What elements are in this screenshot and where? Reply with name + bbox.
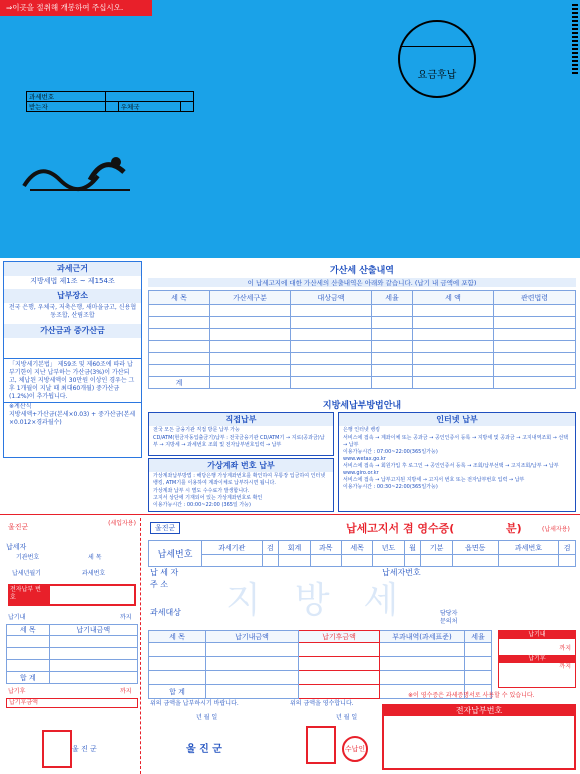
- row-header: 검: [262, 541, 279, 555]
- stub-brand: 울진군: [8, 523, 29, 531]
- barcode: [572, 4, 578, 74]
- row-header: 납세번호: [149, 541, 202, 567]
- internet-item: 은행 인터넷 뱅킹: [343, 427, 380, 433]
- receipt-stamp: 수납인: [342, 736, 368, 762]
- row-header: 회계: [279, 541, 310, 555]
- virtual-pay-box: [148, 458, 334, 512]
- basis-title: 과세근거: [4, 262, 141, 276]
- internet-item: 서비스에 접속 → 납부고지된 지방세 → 고지서 번호 또는 전자납부번호 입력 → 납부: [343, 477, 525, 483]
- penalty-panel: [3, 358, 142, 458]
- address-label: 과세번호: [27, 92, 106, 102]
- virtual-item: 이용가능시간 : 00:00~22:00 (365일 가능): [153, 502, 251, 508]
- place-title: 납부장소: [4, 289, 141, 303]
- officer-label: 담당자: [440, 610, 458, 617]
- internet-item: www.giro.or.kr: [343, 470, 379, 476]
- address-label: 받는자: [27, 102, 106, 112]
- watermark: 지방세: [226, 580, 433, 621]
- row-header: 과세번호: [498, 541, 559, 555]
- virtual-item: 고지서 상단에 기재되어 있는 가상계좌번호로 확인: [153, 495, 263, 501]
- stub-copy: (세입자용): [108, 520, 136, 527]
- penalty-text: 「지방세기본법」 제59조 및 제60조에 따라 납부기한이 지난 납부하는 가산금(3%)이 가산되고, 체납된 지방세액이 30만원 이상인 경우는 그 후 1개월이 지날 때 최대60개월) 중가산금(1.2%)이 추가됩니다.: [9, 361, 135, 400]
- contact-label: 문의처: [440, 618, 458, 625]
- direct-title: 직접납부: [149, 413, 333, 426]
- methods-title: 지방세납부방법안내: [322, 401, 402, 411]
- copy-label: (납세자용): [542, 526, 570, 533]
- amount-header: 납기후금액: [299, 631, 380, 643]
- amount-header: 납기내금액: [206, 631, 299, 643]
- stub-epay-label: 전자납부 번호: [8, 584, 48, 606]
- internet-item: 서비스에 접속 → 회원가입 후 로그인 → 공인인증서 등록 → 조회/납부선택 → 고지조회/납부 → 납부: [343, 463, 559, 469]
- payer-label: 납 세 자: [150, 568, 179, 577]
- payer-number-label: 납세자번호: [382, 568, 421, 577]
- envelope-cover: [0, 0, 580, 258]
- stub-seal: [42, 730, 72, 768]
- due-in-label: 납기내: [499, 631, 575, 639]
- row-header: 세목: [341, 541, 372, 555]
- stub-label: 세 목: [88, 554, 102, 561]
- virtual-item: 가상계좌 납부 시 별도 수수료가 발생합니다.: [153, 488, 250, 494]
- stub-label: 납기내: [8, 614, 26, 621]
- tax-target-label: 과세대상: [150, 608, 181, 617]
- row-header: 과목: [310, 541, 341, 555]
- amount-header: 세율: [465, 631, 492, 643]
- due-after-label: 납기후: [499, 655, 575, 663]
- postage-label: 요금후납: [417, 70, 457, 81]
- direct-pay-box: [148, 412, 334, 456]
- receipt-notice: ※이 영수증은 과세증명서로 사용할 수 있습니다.: [408, 692, 535, 699]
- due-box: [498, 630, 576, 688]
- receipt-title-tail: 분): [506, 522, 522, 535]
- address-table: [26, 91, 194, 112]
- stub-until: 까지: [120, 614, 132, 621]
- row-header: 읍면동: [452, 541, 498, 555]
- place-text: 전국 은행, 우체국, 저축은행, 새마을금고, 신용협동조합, 산림조합: [8, 304, 137, 319]
- stub-after-label: 납기후: [8, 688, 26, 695]
- amount-table: [148, 630, 492, 699]
- row-header: 기분: [421, 541, 452, 555]
- received-date: 년 월 일: [336, 714, 358, 721]
- calc-text: 지방세액+가산금(본세×0.03) + 중가산금(본세×0.012×경과월수): [9, 411, 136, 426]
- stub-label: 납세자: [6, 543, 27, 551]
- stub-issuer: 울 진 군: [72, 745, 97, 753]
- uljin-logo-icon: [20, 150, 140, 192]
- internet-item: www.wetax.go.kr: [343, 456, 386, 462]
- issuer-seal: [306, 726, 336, 764]
- calc-header: 세율: [372, 291, 413, 305]
- calc-label: ※계산식: [9, 403, 32, 410]
- virtual-title: 가상계좌 번호 납부: [149, 459, 333, 472]
- epay-label: 전자납부번호: [384, 706, 574, 716]
- calc-table: [148, 290, 576, 389]
- calc-header: 세 액: [413, 291, 494, 305]
- internet-pay-box: [338, 412, 576, 512]
- tear-notice: ⇒이곳을 절취해 개봉하여 주십시오.: [0, 0, 152, 16]
- internet-item: 이용가능시간 : 07:00~22:00(365일가능): [343, 449, 438, 455]
- receipt-stub: [2, 518, 141, 774]
- stub-after-until: 까지: [120, 688, 132, 695]
- receipt-title: 납세고지서 겸 영수증(: [346, 522, 455, 535]
- brand-badge: 울진군: [150, 522, 180, 534]
- calc-title: 가산세 산출내역: [330, 266, 394, 276]
- request-text: 위의 금액을 납부하시기 바랍니다.: [150, 700, 239, 707]
- due-in-until: 까지: [559, 645, 571, 652]
- calc-header: 대상금액: [291, 291, 372, 305]
- amount-header: 세 목: [149, 631, 206, 643]
- received-text: 위의 금액을 영수합니다.: [290, 700, 354, 707]
- direct-item: CD/ATM(현금자동입출금기)납부 : 전국금융기관 CD/ATM기 → 지로(공과금)납부 → 지방세 → 과세번호 조회 및 전자납부번호입력 → 납부: [153, 435, 325, 448]
- tear-line: [0, 514, 580, 515]
- calc-header: 가산세구분: [210, 291, 291, 305]
- calc-total-label: 계: [149, 377, 210, 389]
- epay-box: [382, 704, 576, 770]
- stub-epay-field: [48, 584, 136, 606]
- internet-item: 이용가능시간 : 00:30~22:00(365일가능): [343, 484, 438, 490]
- stub-label: 과세번호: [82, 570, 106, 577]
- due-after-until: 까지: [559, 663, 571, 670]
- virtual-item: 가상계좌납부방법 : 해당은행 가상계좌번호를 확인하여 무통장 입금하여 인터넷뱅킹, ATM기를 이용하여 계좌이체로 납부하시면 됩니다.: [153, 473, 326, 486]
- row-header: 검: [559, 541, 576, 555]
- stub-total-label: 합 계: [7, 672, 50, 684]
- row-header: 년도: [373, 541, 404, 555]
- internet-title: 인터넷 납부: [339, 413, 575, 426]
- row-header: 월: [404, 541, 421, 555]
- request-date: 년 월 일: [196, 714, 218, 721]
- row-header: 과세기관: [202, 541, 263, 555]
- address-label: 우체국: [118, 102, 180, 112]
- receipt-main: [146, 518, 578, 774]
- stub-label: 납세년월기: [12, 570, 41, 577]
- payer-number-table: [148, 540, 576, 567]
- basis-text: 지방세법 제1조 ~ 제154조: [30, 277, 115, 285]
- amount-total-label: 합 계: [149, 685, 206, 699]
- calc-subtitle: 이 납세고지에 대한 가산세의 산출내역은 아래와 같습니다. (납기 내 금액에 포함): [148, 278, 576, 287]
- stub-label: 세 목: [7, 625, 50, 636]
- amount-header: 부과내역(과세표준): [380, 631, 465, 643]
- issuer-name: 울 진 군: [186, 744, 222, 755]
- stub-label: 기관번호: [16, 554, 40, 561]
- stub-label: 납기내금액: [49, 625, 137, 636]
- direct-item: 전국 모든 금융기관 직접 방문 납부 가능: [153, 427, 240, 433]
- internet-item: 서비스에 접속 → 계좌이체 또는 공과금 → 공인인증서 등록 → 지방세 및 공과금 → 고지내역조회 → 선택 → 납부: [343, 435, 569, 448]
- calc-header: 관련법령: [494, 291, 576, 305]
- penalty-title: 가산금과 중가산금: [4, 324, 141, 338]
- stub-after-amount-label: 납기후금액: [6, 698, 138, 708]
- calc-header: 세 목: [149, 291, 210, 305]
- postage-stamp: [398, 20, 476, 98]
- stub-table: [6, 624, 138, 684]
- address-label: 주 소: [150, 580, 168, 589]
